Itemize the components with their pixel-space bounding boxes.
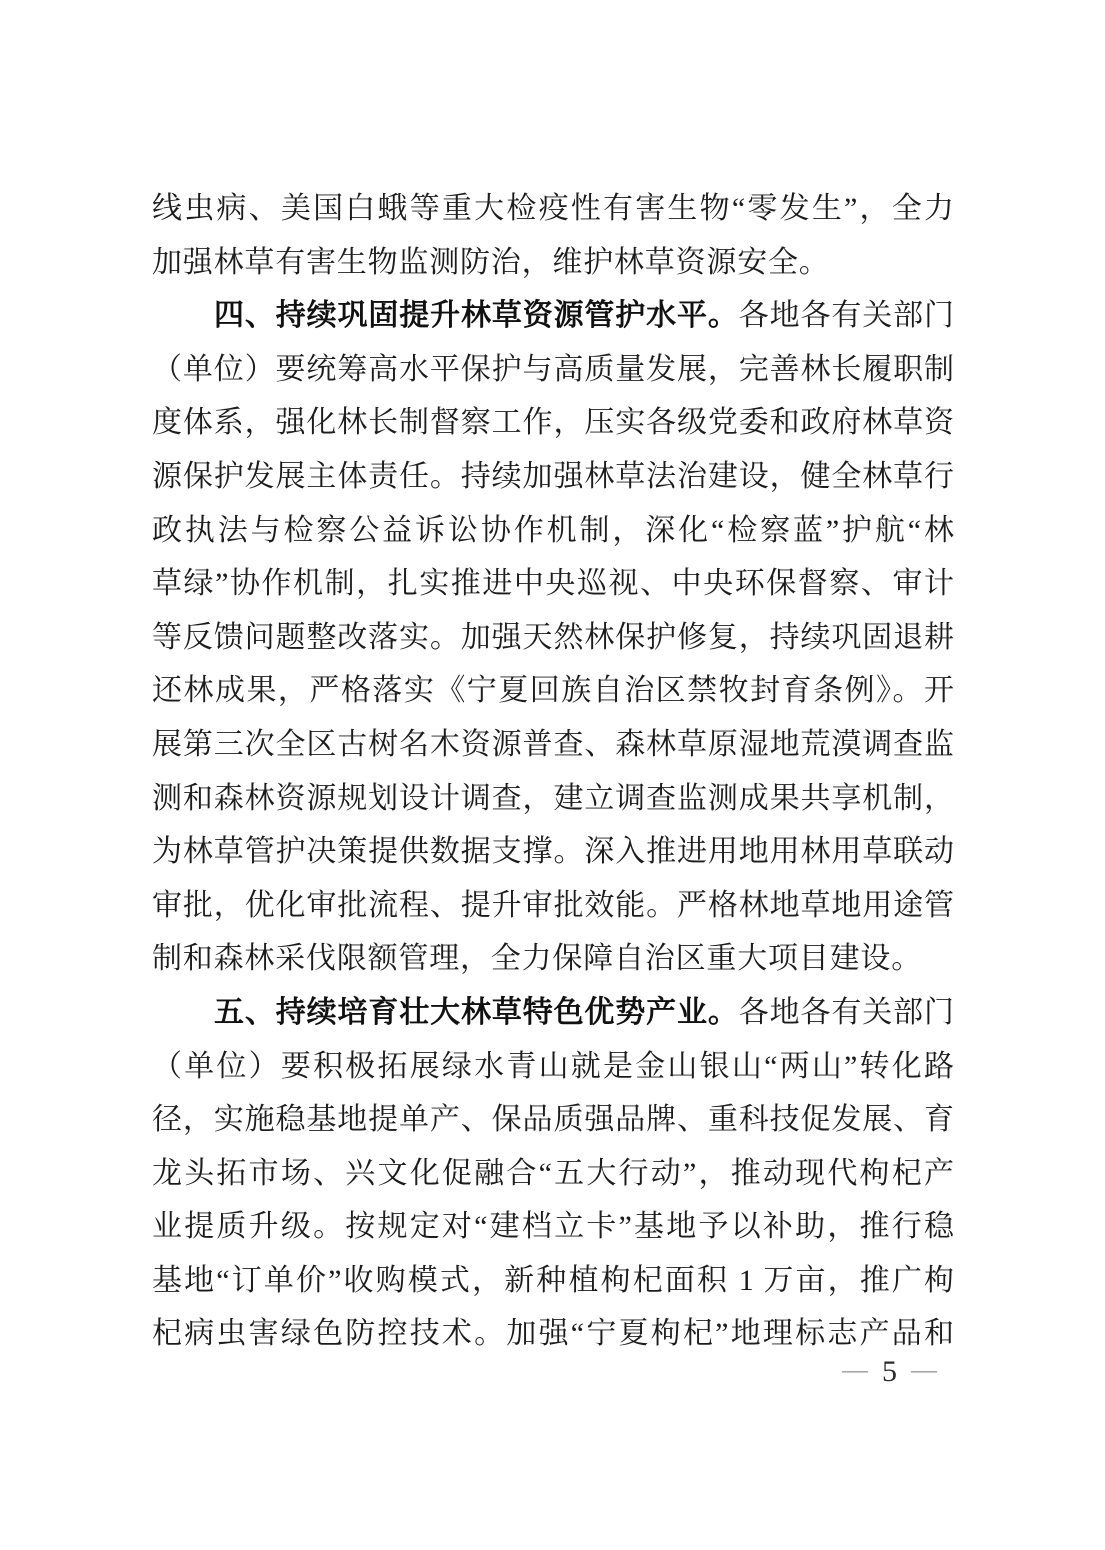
body-text: 线虫病、美国白蛾等重大检疫性有害生物“零发生”，全力	[152, 192, 954, 225]
page-number-right-dash: —	[911, 1355, 937, 1384]
body-text: 加强林草有害生物监测防治，维护林草资源安全。	[152, 245, 830, 279]
text-line	[152, 1147, 954, 1201]
text-line	[152, 664, 954, 718]
section-heading-text: 五、持续培育壮大林草特色优势产业。	[214, 995, 739, 1029]
text-line	[152, 504, 954, 558]
document-body	[152, 182, 954, 1361]
body-text: （单位）要积极拓展绿水青山就是金山银山“两山”转化路	[152, 1049, 954, 1083]
text-line	[152, 611, 954, 665]
body-text: 为林草管护决策提供数据支撑。深入推进用地用林用草联动	[152, 835, 954, 869]
body-text: 等反馈问题整改落实。加强天然林保护修复，持续巩固退耕	[152, 620, 954, 654]
text-line	[152, 1093, 954, 1147]
body-text: 度体系，强化林长制督察工作，压实各级党委和政府林草资	[152, 406, 954, 440]
page-number-left-dash: —	[842, 1355, 868, 1384]
body-text: 径，实施稳基地提单产、保品质强品牌、重科技促发展、育	[152, 1103, 954, 1137]
text-line	[152, 182, 954, 236]
text-line	[152, 289, 954, 343]
body-text: 测和森林资源规划设计调查，建立调查监测成果共享机制，	[152, 781, 954, 815]
body-text: 源保护发展主体责任。持续加强林草法治建设，健全林草行	[152, 459, 954, 493]
body-text: 还林成果，严格落实《宁夏回族自治区禁牧封育条例》。开	[152, 674, 954, 708]
body-text: 龙头拓市场、兴文化促融合“五大行动”，推动现代枸杞产	[152, 1156, 954, 1190]
text-line	[152, 557, 954, 611]
body-text: 基地“订单价”收购模式，新种植枸杞面积 1 万亩，推广枸	[152, 1263, 954, 1297]
text-line	[152, 718, 954, 772]
text-line	[152, 1200, 954, 1254]
text-line	[152, 396, 954, 450]
body-text: 草绿”协作机制，扎实推进中央巡视、中央环保督察、审计	[152, 567, 954, 601]
body-text: 制和森林采伐限额管理，全力保障自治区重大项目建设。	[152, 942, 922, 976]
body-text: 政执法与检察公益诉讼协作机制，深化“检察蓝”护航“林	[152, 513, 954, 547]
text-line	[152, 236, 954, 290]
body-text: 业提质升级。按规定对“建档立卡”基地予以补助，推行稳	[152, 1210, 954, 1244]
page-footer	[0, 1350, 1105, 1394]
text-line	[152, 343, 954, 397]
page-number-value: 5	[882, 1355, 897, 1388]
text-line	[152, 1254, 954, 1308]
body-text: 各地各有关部门	[738, 299, 955, 333]
text-line	[152, 1040, 954, 1094]
body-text: 审批，优化审批流程、提升审批效能。严格林地草地用途管	[152, 888, 954, 922]
body-text: （单位）要统筹高水平保护与高质量发展，完善林长履职制	[152, 352, 954, 386]
body-text: 各地各有关部门	[738, 995, 955, 1029]
body-text: 杞病虫害绿色防控技术。加强“宁夏枸杞”地理标志产品和	[152, 1317, 954, 1351]
text-line	[152, 450, 954, 504]
text-line	[152, 772, 954, 826]
text-line	[152, 986, 954, 1040]
text-line	[152, 825, 954, 879]
text-line	[152, 932, 954, 986]
section-heading-text: 四、持续巩固提升林草资源管护水平。	[214, 299, 739, 333]
body-text: 展第三次全区古树名木资源普查、森林草原湿地荒漠调查监	[152, 727, 954, 761]
text-line	[152, 879, 954, 933]
